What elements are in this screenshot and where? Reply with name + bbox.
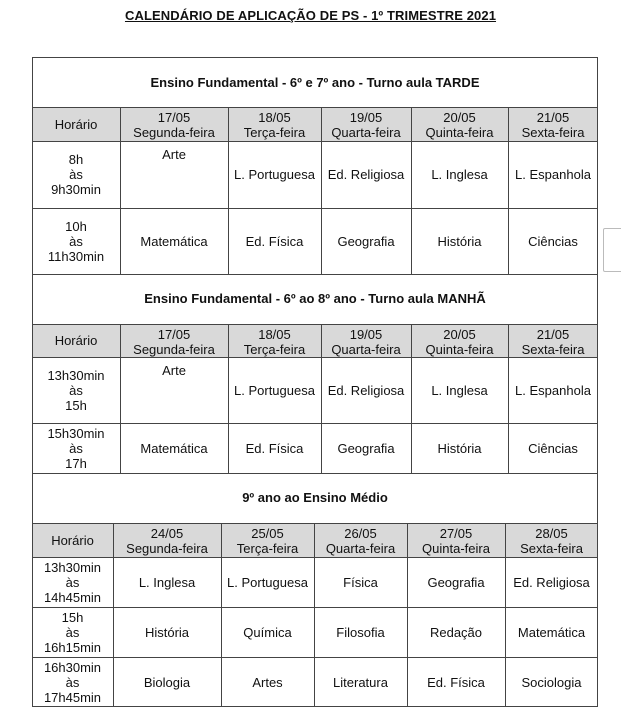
subject-cell: Arte: [162, 147, 186, 162]
subject-cell: Matemática: [517, 624, 586, 640]
day-date: 19/05: [349, 110, 383, 125]
time-line: 15h: [65, 397, 87, 413]
time-slot: [32, 423, 120, 473]
time-line: 11h30min: [47, 248, 105, 264]
grid-line: [32, 274, 598, 275]
day-header: [228, 108, 321, 142]
day-name: Terça-feira: [236, 541, 299, 556]
time-line: 17h45min: [43, 689, 102, 705]
day-date: 24/05: [150, 526, 184, 541]
time-line: 17h: [65, 455, 87, 471]
day-header: [113, 524, 221, 558]
time-slot: [32, 557, 113, 607]
day-name: Sexta-feira: [520, 541, 583, 556]
subject-cell: Ed. Religiosa: [513, 574, 590, 590]
time-line: 8h: [68, 152, 84, 167]
time-line: 14h45min: [43, 589, 102, 605]
day-header: [411, 325, 508, 358]
time-line: às: [69, 167, 83, 182]
subject-cell: L. Portuguesa: [234, 167, 315, 182]
day-name: Segunda-feira: [133, 125, 215, 140]
day-name: Segunda-feira: [126, 541, 208, 556]
subject-cell: Sociologia: [521, 674, 582, 690]
day-name: Sexta-feira: [521, 341, 585, 357]
subject-cell: Geografia: [427, 574, 485, 590]
subject-cell: Matemática: [140, 440, 208, 456]
day-name: Sexta-feira: [521, 125, 585, 140]
subject-cell: Literatura: [333, 674, 388, 690]
subject-cell: Ciências: [528, 440, 578, 456]
subject-cell: Filosofia: [336, 624, 385, 640]
day-name: Terça-feira: [243, 125, 306, 140]
time-slot: [32, 357, 120, 423]
day-header: [228, 325, 321, 358]
time-slot: [32, 657, 113, 707]
day-name: Segunda-feira: [133, 341, 215, 357]
subject-cell: Ed. Religiosa: [327, 382, 405, 398]
subject-cell: L. Portuguesa: [227, 574, 308, 590]
time-line: 9h30min: [51, 182, 101, 197]
time-line: 15h: [61, 609, 84, 625]
subject-cell: Ed. Física: [427, 674, 485, 690]
time-slot: [32, 607, 113, 657]
day-date: 20/05: [443, 110, 476, 125]
day-date: 27/05: [439, 526, 473, 541]
time-slot: [32, 141, 120, 208]
time-line: 16h15min: [43, 639, 102, 655]
day-header: [321, 325, 411, 358]
subject-cell: Ed. Religiosa: [327, 167, 405, 182]
subject-cell: L. Inglesa: [431, 382, 488, 398]
day-header: [407, 524, 505, 558]
subject-cell: História: [437, 440, 482, 456]
time-line: às: [65, 574, 80, 590]
section-heading: Ensino Fundamental - 6º ao 8º ano - Turno aula MANHÃ: [144, 291, 486, 306]
subject-cell: Artes: [252, 674, 283, 690]
day-name: Quarta-feira: [331, 341, 401, 357]
day-date: 21/05: [536, 326, 570, 342]
day-header: [120, 325, 228, 358]
subject-cell: L. Espanhola: [515, 382, 591, 398]
day-name: Quarta-feira: [325, 541, 396, 556]
subject-cell: Química: [243, 624, 292, 640]
day-date: 18/05: [258, 326, 291, 342]
day-header: [221, 524, 314, 558]
section-heading: 9º ano ao Ensino Médio: [242, 490, 388, 505]
time-line: às: [69, 233, 83, 249]
subject-cell: História: [144, 624, 190, 640]
day-header: [508, 325, 598, 358]
time-line: às: [69, 440, 83, 456]
time-line: às: [65, 674, 80, 690]
subject-cell: Arte: [162, 363, 186, 378]
day-name: Quarta-feira: [331, 125, 401, 140]
time-line: 13h30min: [47, 367, 105, 383]
subject-cell: Física: [343, 574, 378, 590]
subject-cell: História: [437, 233, 482, 249]
day-header: [411, 108, 508, 142]
subject-cell: L. Inglesa: [138, 574, 196, 590]
day-header: [508, 108, 598, 142]
time-line: às: [69, 382, 83, 398]
subject-cell: Redação: [429, 624, 483, 640]
subject-cell: Biologia: [143, 674, 191, 690]
day-header: [120, 108, 228, 142]
section-heading: Ensino Fundamental - 6º e 7º ano - Turno aula TARDE: [150, 75, 480, 90]
day-date: 21/05: [536, 110, 570, 125]
subject-cell: Matemática: [140, 233, 208, 249]
time-slot: [32, 208, 120, 274]
scroll-handle[interactable]: [603, 228, 621, 272]
day-name: Quinta-feira: [422, 541, 490, 556]
subject-cell: Geografia: [337, 233, 395, 249]
day-date: 18/05: [258, 110, 291, 125]
day-date: 20/05: [443, 326, 476, 342]
day-date: 19/05: [349, 326, 383, 342]
subject-cell: Ed. Física: [245, 233, 304, 249]
time-line: 13h30min: [43, 559, 102, 575]
subject-cell: Ciências: [528, 233, 578, 249]
time-line: 15h30min: [47, 425, 105, 441]
day-date: 17/05: [157, 110, 191, 125]
subject-cell: L. Espanhola: [515, 167, 591, 182]
day-date: 28/05: [535, 526, 568, 541]
time-line: 16h30min: [43, 659, 102, 675]
subject-cell: L. Portuguesa: [234, 382, 315, 398]
horario-header: Horário: [51, 532, 94, 548]
day-date: 25/05: [251, 526, 284, 541]
page-title: CALENDÁRIO DE APLICAÇÃO DE PS - 1º TRIMESTRE 2021: [124, 8, 497, 23]
day-header: [321, 108, 411, 142]
day-name: Terça-feira: [243, 341, 306, 357]
day-name: Quinta-feira: [425, 341, 494, 357]
grid-line: [32, 473, 598, 474]
day-name: Quinta-feira: [425, 125, 494, 140]
subject-cell: Geografia: [337, 440, 395, 456]
subject-cell: L. Inglesa: [431, 167, 488, 182]
subject-cell: Ed. Física: [245, 440, 304, 456]
day-header: [314, 524, 407, 558]
day-header: [505, 524, 598, 558]
horario-header: Horário: [54, 333, 98, 348]
day-date: 17/05: [157, 326, 191, 342]
time-line: 10h: [65, 218, 87, 234]
horario-header: Horário: [54, 116, 98, 132]
day-date: 26/05: [344, 526, 377, 541]
time-line: às: [65, 624, 80, 640]
